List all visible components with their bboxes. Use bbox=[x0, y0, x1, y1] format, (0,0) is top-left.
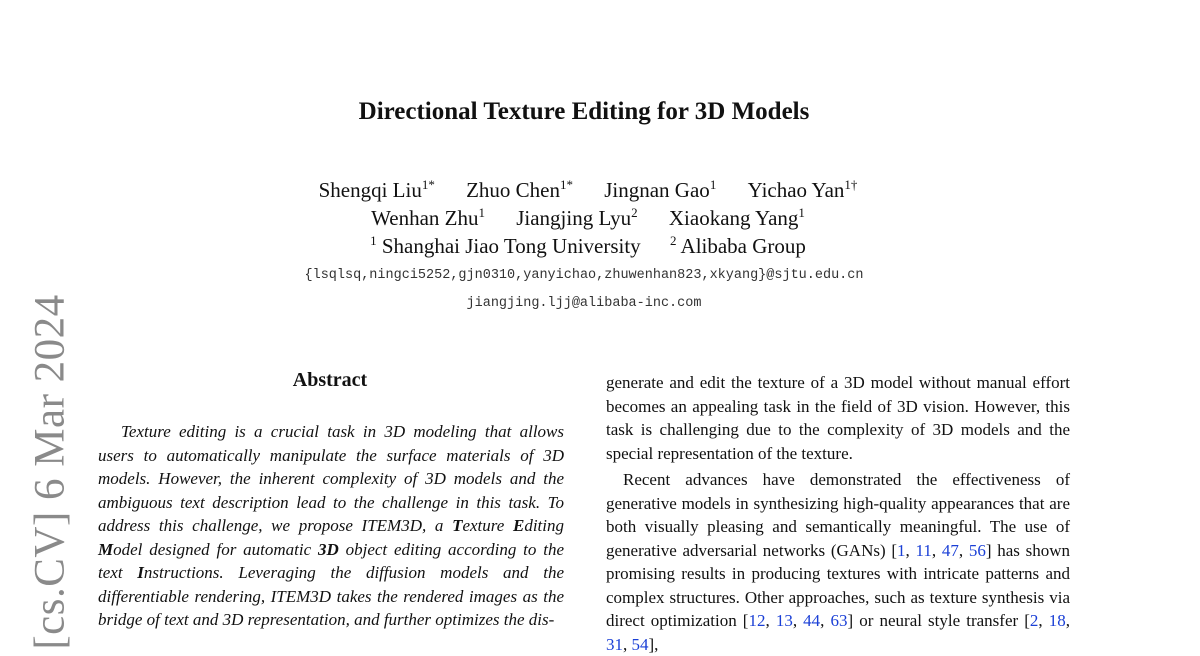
citation-link[interactable]: 11 bbox=[915, 540, 932, 560]
citation-separator: , bbox=[931, 540, 942, 560]
citation-separator: , bbox=[820, 611, 831, 630]
citation-separator: , bbox=[1065, 611, 1071, 630]
intro-text: Recent advances have demonstrated the effectiveness of generative models in synthesizing high-quality appearances that are both visually pleasing and semantically meaningful. The use of generative adversarial networks (GANs) [ bbox=[606, 470, 1070, 560]
abstract-text: odel designed for automatic bbox=[113, 539, 318, 559]
author bbox=[319, 178, 435, 202]
citation-link[interactable]: 31 bbox=[606, 634, 623, 654]
author-name: Zhuo Chen bbox=[466, 178, 560, 202]
affiliations bbox=[0, 232, 1176, 260]
abstract-emphasis: I bbox=[137, 563, 144, 582]
citation-link[interactable]: 2 bbox=[1029, 611, 1039, 630]
intro-text: ], bbox=[648, 634, 659, 654]
citation-link[interactable]: 54 bbox=[631, 634, 649, 654]
author bbox=[604, 178, 716, 202]
author bbox=[516, 206, 637, 230]
affiliation bbox=[370, 234, 641, 258]
citation-link[interactable]: 44 bbox=[803, 611, 821, 630]
author-name: Shengqi Liu bbox=[318, 178, 422, 202]
citation-separator: , bbox=[623, 634, 632, 654]
citation-link[interactable]: 18 bbox=[1048, 611, 1066, 630]
author-row-2 bbox=[0, 204, 1176, 232]
citation-separator: , bbox=[958, 540, 969, 560]
arxiv-stamp: [cs.CV] 6 Mar 2024 bbox=[26, 294, 74, 650]
abstract-body bbox=[98, 420, 564, 632]
author-affiliation-mark: 1 bbox=[709, 177, 717, 192]
citation-link[interactable]: 63 bbox=[830, 611, 848, 630]
citation-link[interactable]: 1 bbox=[897, 540, 906, 560]
citation-separator: , bbox=[1038, 611, 1049, 630]
author bbox=[669, 206, 805, 230]
intro-text: ] has shown promising results in producing textures with intricate patterns and complex structures. Other approaches, such as texture synthesis via direct optimization [ bbox=[606, 540, 1071, 630]
citation-link[interactable]: 13 bbox=[775, 611, 793, 630]
author-affiliation-mark: 2 bbox=[631, 205, 638, 220]
author-name: Yichao Yan bbox=[747, 178, 845, 202]
affiliation bbox=[670, 234, 806, 258]
abstract-emphasis: E bbox=[512, 516, 525, 535]
author-name: Jiangjing Lyu bbox=[516, 206, 632, 230]
author bbox=[748, 178, 858, 202]
abstract-emphasis: M bbox=[98, 539, 114, 559]
paper-title: Directional Texture Editing for 3D Models bbox=[358, 98, 810, 125]
email-line-2: jiangjing.ljj@alibaba-inc.com bbox=[466, 296, 702, 311]
author-name: Wenhan Zhu bbox=[371, 206, 479, 230]
citation-separator: , bbox=[765, 611, 776, 630]
author-affiliation-mark: 1† bbox=[844, 177, 858, 192]
affiliation-mark: 2 bbox=[669, 233, 677, 248]
author bbox=[371, 206, 485, 230]
abstract-text: exture bbox=[462, 516, 513, 535]
abstract-text: object editing according to the text bbox=[98, 539, 564, 582]
author-affiliation-mark: 1 bbox=[798, 205, 805, 220]
citation-link[interactable]: 56 bbox=[968, 540, 986, 560]
abstract-emphasis: T bbox=[452, 516, 463, 535]
author-row-1 bbox=[0, 176, 1176, 204]
citation-separator: , bbox=[792, 611, 804, 630]
abstract-text: nstructions. Leveraging the diffusion models and the differentiable rendering, ITEM3D takes the rendered images as the bridge of text and 3D representation, and further optimizes the dis- bbox=[98, 563, 564, 629]
intro-paragraph bbox=[606, 468, 1070, 656]
author-name: Jingnan Gao bbox=[604, 178, 710, 202]
intro-text: ] or neural style transfer [ bbox=[847, 611, 1030, 630]
intro-column bbox=[606, 371, 1070, 656]
author-affiliation-mark: 1 bbox=[478, 205, 485, 220]
citation-link[interactable]: 12 bbox=[748, 611, 766, 630]
author bbox=[466, 178, 573, 202]
abstract-emphasis: 3D bbox=[318, 539, 339, 559]
abstract-text: Texture editing is a crucial task in 3D modeling that allows users to automatically manipulate the surface materials of 3D models. However, the inherent complexity of 3D models and the ambiguous text description lead to the challenge in this task. To address this challenge, we propose ITEM3D, a bbox=[98, 422, 564, 535]
abstract-text: diting bbox=[524, 516, 564, 535]
citation-link[interactable]: 47 bbox=[941, 540, 959, 560]
author-affiliation-mark: 1* bbox=[421, 177, 435, 192]
author-affiliation-mark: 1* bbox=[559, 177, 573, 192]
affiliation-name: Shanghai Jiao Tong University bbox=[381, 234, 641, 258]
citation-separator: , bbox=[905, 540, 916, 560]
intro-paragraph: generate and edit the texture of a 3D model without manual effort becomes an appealing task in the field of 3D vision. However, this task is challenging due to the complexity of 3D models and the special representation of the texture. bbox=[606, 373, 1070, 463]
affiliation-name: Alibaba Group bbox=[680, 234, 806, 258]
email-line-1: {lsqlsq,ningci5252,gjn0310,yanyichao,zhuwenhan823,xkyang}@sjtu.edu.cn bbox=[304, 268, 864, 283]
affiliation-mark: 1 bbox=[370, 233, 377, 248]
author-name: Xiaokang Yang bbox=[668, 206, 799, 230]
abstract-heading: Abstract bbox=[292, 369, 368, 391]
